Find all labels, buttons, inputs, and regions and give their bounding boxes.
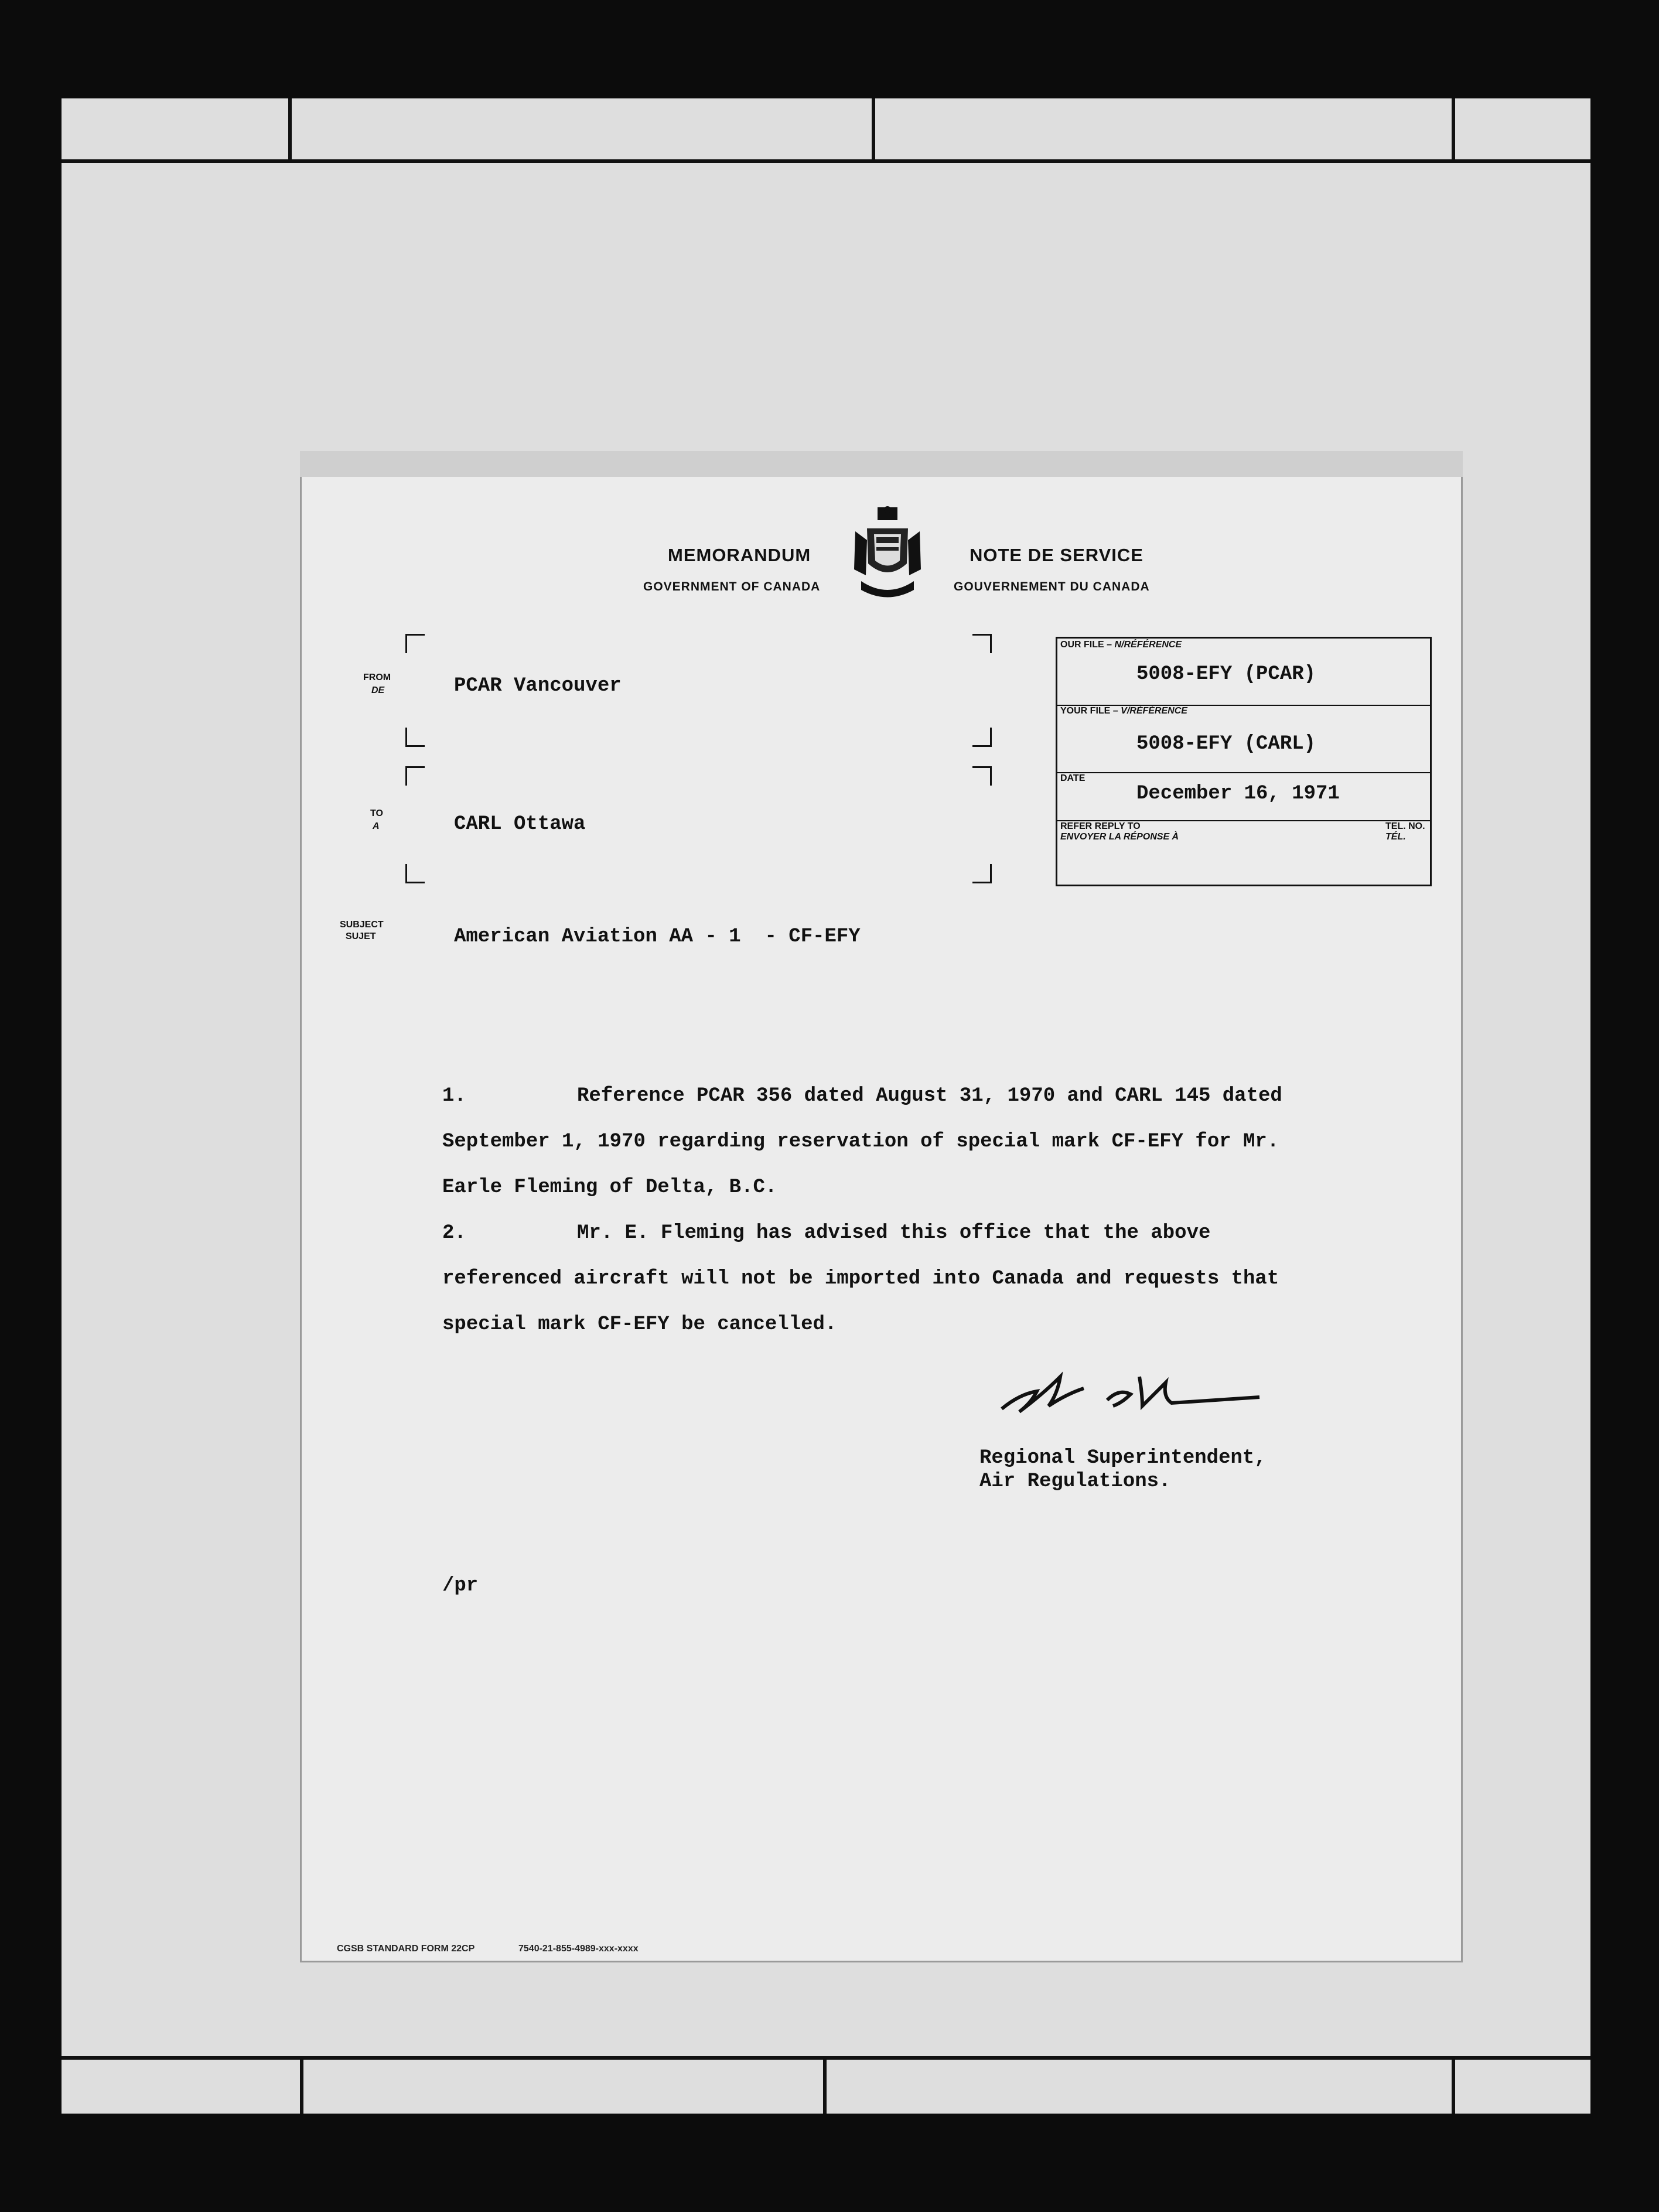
to-value: CARL Ottawa bbox=[454, 813, 586, 835]
from-label-fr: DE bbox=[371, 685, 385, 695]
film-divider bbox=[872, 98, 875, 159]
typist-initials: /pr bbox=[442, 1575, 479, 1597]
paragraph-2-line-3: special mark CF-EFY be cancelled. bbox=[442, 1313, 837, 1336]
your-file-value: 5008-EFY (CARL) bbox=[1136, 733, 1316, 755]
our-file-label: OUR FILE – N/RÉFÉRENCE bbox=[1060, 640, 1182, 650]
sheet-top-band bbox=[300, 451, 1463, 477]
our-file-value: 5008-EFY (PCAR) bbox=[1136, 663, 1316, 685]
refer-reply-label-en: REFER REPLY TO bbox=[1060, 821, 1141, 831]
film-divider bbox=[300, 2056, 303, 2114]
from-label-en: FROM bbox=[363, 673, 391, 682]
paragraph-2-line-2: referenced aircraft will not be imported into Canada and requests that bbox=[442, 1268, 1279, 1290]
your-file-cell bbox=[1057, 705, 1430, 773]
paragraph-1-line-1: Reference PCAR 356 dated August 31, 1970 and CARL 145 dated bbox=[577, 1085, 1282, 1107]
paragraph-1-number: 1. bbox=[442, 1085, 466, 1107]
from-bracket-bl bbox=[405, 728, 425, 747]
date-cell bbox=[1057, 772, 1430, 821]
tel-label-en: TEL. NO. bbox=[1385, 821, 1425, 831]
from-value: PCAR Vancouver bbox=[454, 675, 622, 697]
your-file-label: YOUR FILE – V/RÉFÉRENCE bbox=[1060, 706, 1187, 716]
paragraph-2-line-1: Mr. E. Fleming has advised this office that the above bbox=[577, 1222, 1211, 1244]
to-bracket-bl bbox=[405, 864, 425, 883]
to-bracket-tr bbox=[972, 766, 992, 786]
our-file-cell bbox=[1057, 639, 1430, 706]
to-bracket-tl bbox=[405, 766, 425, 786]
date-label: DATE bbox=[1060, 773, 1085, 783]
film-divider bbox=[823, 2056, 827, 2114]
subject-label-en: SUBJECT bbox=[340, 920, 384, 930]
paragraph-1-line-3: Earle Fleming of Delta, B.C. bbox=[442, 1176, 777, 1199]
from-bracket-tr bbox=[972, 634, 992, 653]
to-label-en: TO bbox=[370, 808, 383, 818]
reference-box bbox=[1056, 637, 1432, 886]
subject-value: American Aviation AA - 1 - CF-EFY bbox=[454, 926, 861, 948]
paragraph-1-line-2: September 1, 1970 regarding reservation of special mark CF-EFY for Mr. bbox=[442, 1131, 1279, 1153]
subject-label-fr: SUJET bbox=[346, 931, 376, 941]
refer-reply-cell bbox=[1057, 820, 1430, 883]
stock-number: 7540-21-855-4989-xxx-xxxx bbox=[518, 1944, 639, 1954]
paragraph-2-number: 2. bbox=[442, 1222, 466, 1244]
canada-coat-of-arms-icon bbox=[849, 505, 926, 602]
date-value: December 16, 1971 bbox=[1136, 783, 1340, 805]
from-bracket-br bbox=[972, 728, 992, 747]
gov-name-fr: GOUVERNEMENT DU CANADA bbox=[954, 580, 1150, 593]
from-bracket-tl bbox=[405, 634, 425, 653]
form-number: CGSB STANDARD FORM 22CP bbox=[337, 1944, 475, 1954]
tel-label-fr: TÉL. bbox=[1385, 832, 1406, 842]
to-bracket-br bbox=[972, 864, 992, 883]
film-divider bbox=[1452, 98, 1455, 159]
memo-title-fr: NOTE DE SERVICE bbox=[970, 545, 1143, 565]
film-top-rule bbox=[62, 159, 1590, 163]
film-divider bbox=[288, 98, 292, 159]
signatory-title-line-2: Air Regulations. bbox=[979, 1470, 1171, 1493]
handwritten-signature bbox=[996, 1359, 1265, 1424]
film-divider bbox=[1452, 2056, 1455, 2114]
memo-title-en: MEMORANDUM bbox=[668, 545, 811, 565]
gov-name-en: GOVERNMENT OF CANADA bbox=[643, 580, 821, 593]
signatory-title-line-1: Regional Superintendent, bbox=[979, 1447, 1267, 1469]
refer-reply-label-fr: ENVOYER LA RÉPONSE À bbox=[1060, 832, 1179, 842]
to-label-fr: A bbox=[373, 821, 380, 831]
